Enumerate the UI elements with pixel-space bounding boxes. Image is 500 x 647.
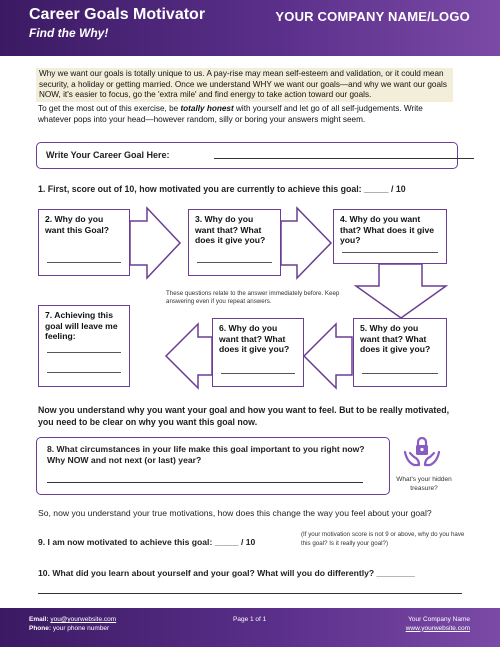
footer-phone-label: Phone: [29, 624, 52, 632]
footer-contact [29, 616, 116, 633]
intro-text: Why we want our goals is totally unique to us. A pay-rise may mean self-esteem and validation, or it could mean security, a holiday or getting married. Once we understand WHY we want our goals—and why we want our goals NOW, it's easier to focus, go the 'extra mile' and find energy to take action toward our goals. [36, 68, 453, 102]
footer-website-link[interactable]: www.yourwebsite.com [405, 624, 470, 632]
question-8: 8. What circumstances in your life make this goal important to you right now? Why NOW and not next (or last) year? [47, 444, 365, 465]
question-10: 10. What did you learn about yourself and your goal? What will you do differently? ________ [38, 568, 415, 578]
answer-line-4[interactable] [342, 252, 438, 253]
question-box-4-label: 4. Why do you want that? What does it give you? [340, 214, 435, 245]
question-box-2 [38, 209, 130, 276]
answer-line-2[interactable] [47, 262, 121, 263]
answer-line-7b[interactable] [47, 372, 121, 373]
answer-line-8[interactable] [47, 482, 363, 483]
answer-line-6[interactable] [221, 373, 295, 374]
guide-after: with yourself and let go of all self-judgements. Write whatever pops into your head—however random, silly or boring your answers might seem. [38, 104, 423, 124]
answer-line-3[interactable] [197, 262, 272, 263]
question-box-6-label: 6. Why do you want that? What does it give you? [219, 323, 290, 354]
question-9-note: (If your motivation score is not 9 or above, why do you have this goal? Is it really your goal?) [301, 531, 465, 547]
arrow-left-1 [304, 324, 352, 388]
question-box-5 [353, 318, 447, 387]
page-title: Career Goals Motivator [29, 6, 206, 23]
career-goal-label: Write Your Career Goal Here: [46, 150, 170, 160]
motivation-paragraph: Now you understand why you want your goal and how you want to feel. But to be really motivated, you need to be clear on why you want this goal now. [38, 405, 450, 427]
question-box-4 [333, 209, 447, 264]
arrow-down [356, 264, 446, 318]
answer-line-10[interactable] [38, 593, 462, 594]
arrow-left-2 [166, 324, 212, 388]
answer-line-5[interactable] [362, 373, 438, 374]
arrow-right-1 [130, 208, 180, 278]
question-1: 1. First, score out of 10, how motivated you are currently to achieve this goal: _____ / 10 [38, 184, 406, 194]
question-box-5-label: 5. Why do you want that? What does it give you? [360, 323, 431, 354]
treasure-hands-icon [402, 432, 442, 470]
footer-phone: your phone number [52, 624, 110, 632]
footer-company [406, 616, 470, 633]
question-box-7-label: 7. Achieving this goal will leave me feeling: [45, 310, 118, 341]
footer-banner [0, 608, 500, 647]
guide-before: To get the most out of this exercise, be [38, 104, 181, 113]
page-subtitle: Find the Why! [29, 26, 109, 40]
question-box-3 [188, 209, 281, 276]
footer-company-name: Your Company Name [408, 616, 470, 623]
reflection-question: So, now you understand your true motivations, how does this change the way you feel about your goal? [38, 508, 432, 518]
arrow-right-2 [281, 208, 331, 278]
question-box-6 [212, 318, 304, 387]
question-9: 9. I am now motivated to achieve this goal: _____ / 10 [38, 537, 256, 547]
question-box-7 [38, 305, 130, 387]
question-box-3-label: 3. Why do you want that? What does it give you? [195, 214, 266, 245]
question-box-2-label: 2. Why do you want this Goal? [45, 214, 109, 235]
guide-emphasis: totally honest [180, 104, 234, 113]
company-logo-placeholder: YOUR COMPANY NAME/LOGO [275, 9, 470, 24]
hint-text: These questions relate to the answer immediately before. Keep answering even if you repeat answers. [166, 290, 340, 305]
question-8-box [36, 437, 390, 495]
footer-email-label: Email: [29, 616, 49, 623]
answer-line-7a[interactable] [47, 352, 121, 353]
treasure-caption: What's your hidden treasure? [396, 476, 452, 492]
footer-page-number: Page 1 of 1 [233, 616, 267, 623]
footer-email-link[interactable]: you@yourwebsite.com [50, 616, 117, 623]
